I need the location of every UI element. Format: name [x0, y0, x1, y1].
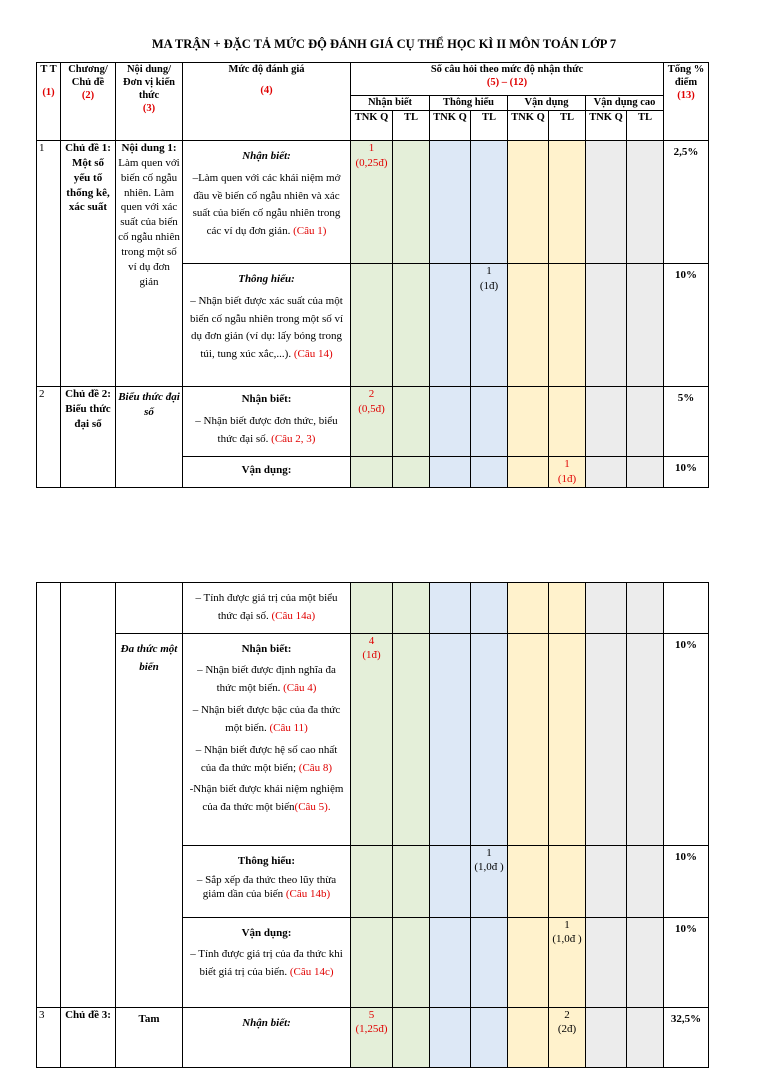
- count-cell: 2 (0,5đ): [351, 387, 393, 457]
- assessment-matrix-table-part1: [36, 62, 709, 488]
- count-cell: 1 (0,25đ): [351, 141, 393, 264]
- criteria-cell: Thông hiểu: – Nhận biết được xác suất của một biến cố ngẫu nhiên trong một số ví dụ đơn giản (ví dụ: lấy bóng trong túi, tung xúc xắc,...). (Câu 14): [183, 264, 351, 387]
- level-van-dung: Vận dụng: [508, 96, 586, 111]
- table-row: [37, 1007, 709, 1067]
- subheader-tl: TL: [549, 111, 586, 141]
- criteria-cell: Vận dụng:: [183, 457, 351, 488]
- count-cell: 4 (1đ): [351, 633, 393, 845]
- chapter-cell: Chủ đề 3:: [61, 1007, 116, 1067]
- table-row: [37, 633, 709, 845]
- subheader-tnkq: TNK Q: [351, 111, 393, 141]
- criteria-cell: – Tính được giá trị của một biểu thức đại số. (Câu 14a): [183, 583, 351, 634]
- subheader-tl: TL: [627, 111, 664, 141]
- chapter-cell: Chủ đề 2: Biểu thức đại số: [61, 387, 116, 488]
- percent-cell: 2,5%: [664, 141, 709, 264]
- percent-cell: 10%: [664, 457, 709, 488]
- row-number: 1: [37, 141, 61, 387]
- content-cell: Tam: [116, 1007, 183, 1067]
- header-socau: Số câu hỏi theo mức độ nhận thức (5) – (12): [351, 63, 664, 96]
- percent-cell: 5%: [664, 387, 709, 457]
- criteria-cell: Thông hiểu: – Sắp xếp đa thức theo lũy thừa giảm dần của biến (Câu 14b): [183, 845, 351, 917]
- subheader-tnkq: TNK Q: [430, 111, 471, 141]
- count-cell: 2 (2đ): [549, 1007, 586, 1067]
- percent-cell: 32,5%: [664, 1007, 709, 1067]
- content-cell: Nội dung 1: Làm quen với biến cố ngẫu nhiên. Làm quen với xác suất của biến cố ngẫu nhiên trong một số ví dụ đơn giản: [116, 141, 183, 387]
- subheader-tnkq: TNK Q: [586, 111, 627, 141]
- count-cell: 1 (1đ): [549, 457, 586, 488]
- header-tong: Tổng % điểm (13): [664, 63, 709, 141]
- table-row: [37, 387, 709, 457]
- header-noidung: Nội dung/Đơn vị kiến thức (3): [116, 63, 183, 141]
- row-number: 2: [37, 387, 61, 488]
- criteria-cell: Nhận biết: – Nhận biết được đơn thức, biểu thức đại số. (Câu 2, 3): [183, 387, 351, 457]
- level-nhan-biet: Nhận biết: [351, 96, 430, 111]
- subheader-tl: TL: [471, 111, 508, 141]
- count-cell: 1 (1đ): [471, 264, 508, 387]
- content-cell: Biểu thức đại số: [116, 387, 183, 488]
- row-number: 3: [37, 1007, 61, 1067]
- header-chuong: Chương/ Chủ đề (2): [61, 63, 116, 141]
- criteria-cell: Nhận biết: –Làm quen với các khái niệm mở đầu về biến cố ngẫu nhiên và xác suất của biến cố ngẫu nhiên trong các ví dụ đơn giản. (Câu 1): [183, 141, 351, 264]
- table-row: [37, 141, 709, 264]
- assessment-matrix-table-part2: [36, 582, 709, 1068]
- header-tt: T T (1): [37, 63, 61, 141]
- level-thong-hieu: Thông hiểu: [430, 96, 508, 111]
- level-van-dung-cao: Vận dụng cao: [586, 96, 664, 111]
- count-cell: 1 (1,0đ ): [549, 917, 586, 1007]
- percent-cell: 10%: [664, 845, 709, 917]
- percent-cell: 10%: [664, 264, 709, 387]
- table-row: [37, 583, 709, 634]
- count-cell: 1 (1,0đ ): [471, 845, 508, 917]
- percent-cell: 10%: [664, 633, 709, 845]
- page-title: MA TRẬN + ĐẶC TẢ MỨC ĐỘ ĐÁNH GIÁ CỤ THỂ HỌC KÌ II MÔN TOÁN LỚP 7: [151, 37, 617, 51]
- content-cell: Đa thức một biến: [116, 633, 183, 1007]
- subheader-tl: TL: [393, 111, 430, 141]
- subheader-tnkq: TNK Q: [508, 111, 549, 141]
- header-mucdo: Mức độ đánh giá (4): [183, 63, 351, 141]
- percent-cell: 10%: [664, 917, 709, 1007]
- criteria-cell: Vận dụng: – Tính được giá trị của đa thức khi biết giá trị của biến. (Câu 14c): [183, 917, 351, 1007]
- count-cell: 5 (1,25đ): [351, 1007, 393, 1067]
- criteria-cell: Nhận biết: – Nhận biết được định nghĩa đa thức một biến. (Câu 4) – Nhận biết được bậc của đa thức một biến. (Câu 11) – Nhận biết được hệ số cao nhất của đa thức một biến; (Câu 8) -Nhận biết được khái niệm nghiệm của đa thức một biến(Câu 5).: [183, 633, 351, 845]
- criteria-cell: Nhận biết:: [183, 1007, 351, 1067]
- chapter-cell: Chủ đề 1: Một số yếu tố thống kê, xác suất: [61, 141, 116, 387]
